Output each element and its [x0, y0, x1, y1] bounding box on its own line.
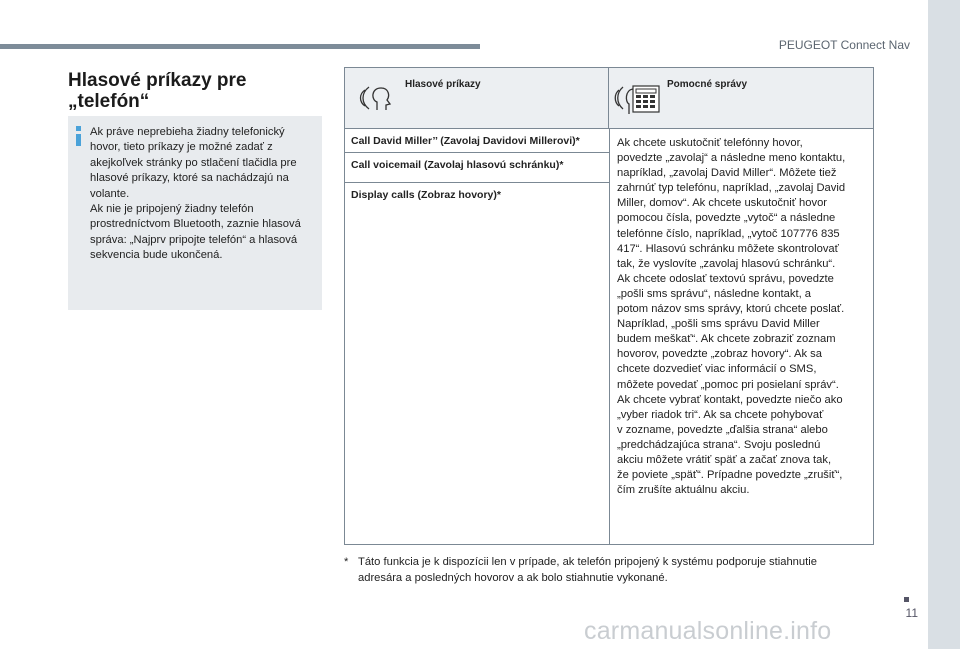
table-header-help [609, 68, 873, 128]
table-divider [345, 182, 609, 183]
section-title-line-1: Hlasové príkazy pre [68, 70, 247, 91]
page-number: 11 [905, 606, 918, 620]
section-title [68, 70, 318, 112]
table-header-commands [345, 68, 609, 128]
help-message-text: Ak chcete uskutočniť telefónny hovor, povedzte „zavolaj“ a následne meno kontaktu, napríklad, „zavolaj David Miller“. Môžete tiež zahrnúť typ telefónu, napríklad, „zavolaj David Miller, domov“. Ak chcete uskutočniť hovor pomocou čísla, povedzte „vytoč“ a následne telefónne číslo, napríklad, „vytoč 107776 835 417“. Hlasovú schránku môžete skontrolovať tak, že vyslovíte „zavolaj hlasovú schránku“. Ak chcete odoslať textovú správu, povedzte „pošli sms správu“, následne kontakt, a potom názov sms správy, ktorú chcete poslať. Napríklad, „pošli sms správu David Miller budem meškať“. Ak chcete zobraziť zoznam hovorov, povedzte „zobraz hovory“. Ak sa chcete dozvedieť viac informácií o SMS, môžete povedať „pomoc pri posielaní správ“. Ak chcete vybrať kontakt, povedzte niečo ako „vyber riadok tri“. Ak sa chcete pohybovať v zozname, povedzte „ďalšia strana“ alebo „predchádzajúca strana“. Svoju poslednú akciu môžete vrátiť späť a začať znova tak, že poviete „späť“. Prípadne povedzte „zrušiť“, čím zrušíte aktuálnu akciu. [617, 137, 846, 497]
header-title: PEUGEOT Connect Nav [778, 38, 910, 52]
section-title-line-2: „telefón“ [68, 91, 150, 112]
voice-command-icon [357, 82, 393, 117]
footnote-star: * [344, 556, 349, 568]
command-call-contact: Call David Miller’’ (Zavolaj Davidovi Millerovi)* [351, 135, 580, 147]
table-header-help-label: Pomocné správy [667, 79, 748, 90]
watermark: carmanualsonline.info [584, 617, 832, 645]
info-icon [76, 126, 81, 146]
table-header-commands-label: Hlasové príkazy [405, 79, 481, 90]
footnote-text: Táto funkcia je k dispozícii len v prípade, ak telefón pripojený k systému podporuje stiahnutie adresára a posledných hovorov a ak bolo stiahnutie vykonané. [358, 556, 817, 584]
table-column-divider [609, 128, 610, 544]
command-display-calls: Display calls (Zobraz hovory)* [351, 189, 501, 201]
page-edge-strip [928, 0, 960, 649]
info-text: Ak práve neprebieha žiadny telefonický hovor, tieto príkazy je možné zadať z akejkoľvek stránky po stlačení tlačidla pre hlasové príkazy, ktoré sa nachádzajú na volante. Ak nie je pripojený žiadny telefón prostredníctvom Bluetooth, zaznie hlasová správa: „Najprv pripojte telefón“ a hlasová sekvencia bude ukončená. [90, 126, 301, 262]
command-call-voicemail: Call voicemail (Zavolaj hlasovú schránku)* [351, 159, 564, 171]
header-bar [0, 44, 480, 49]
table-divider [345, 152, 609, 153]
info-box [68, 116, 322, 310]
page-marker [904, 597, 909, 602]
help-message-icon [613, 80, 663, 121]
voice-command-table [344, 67, 874, 545]
